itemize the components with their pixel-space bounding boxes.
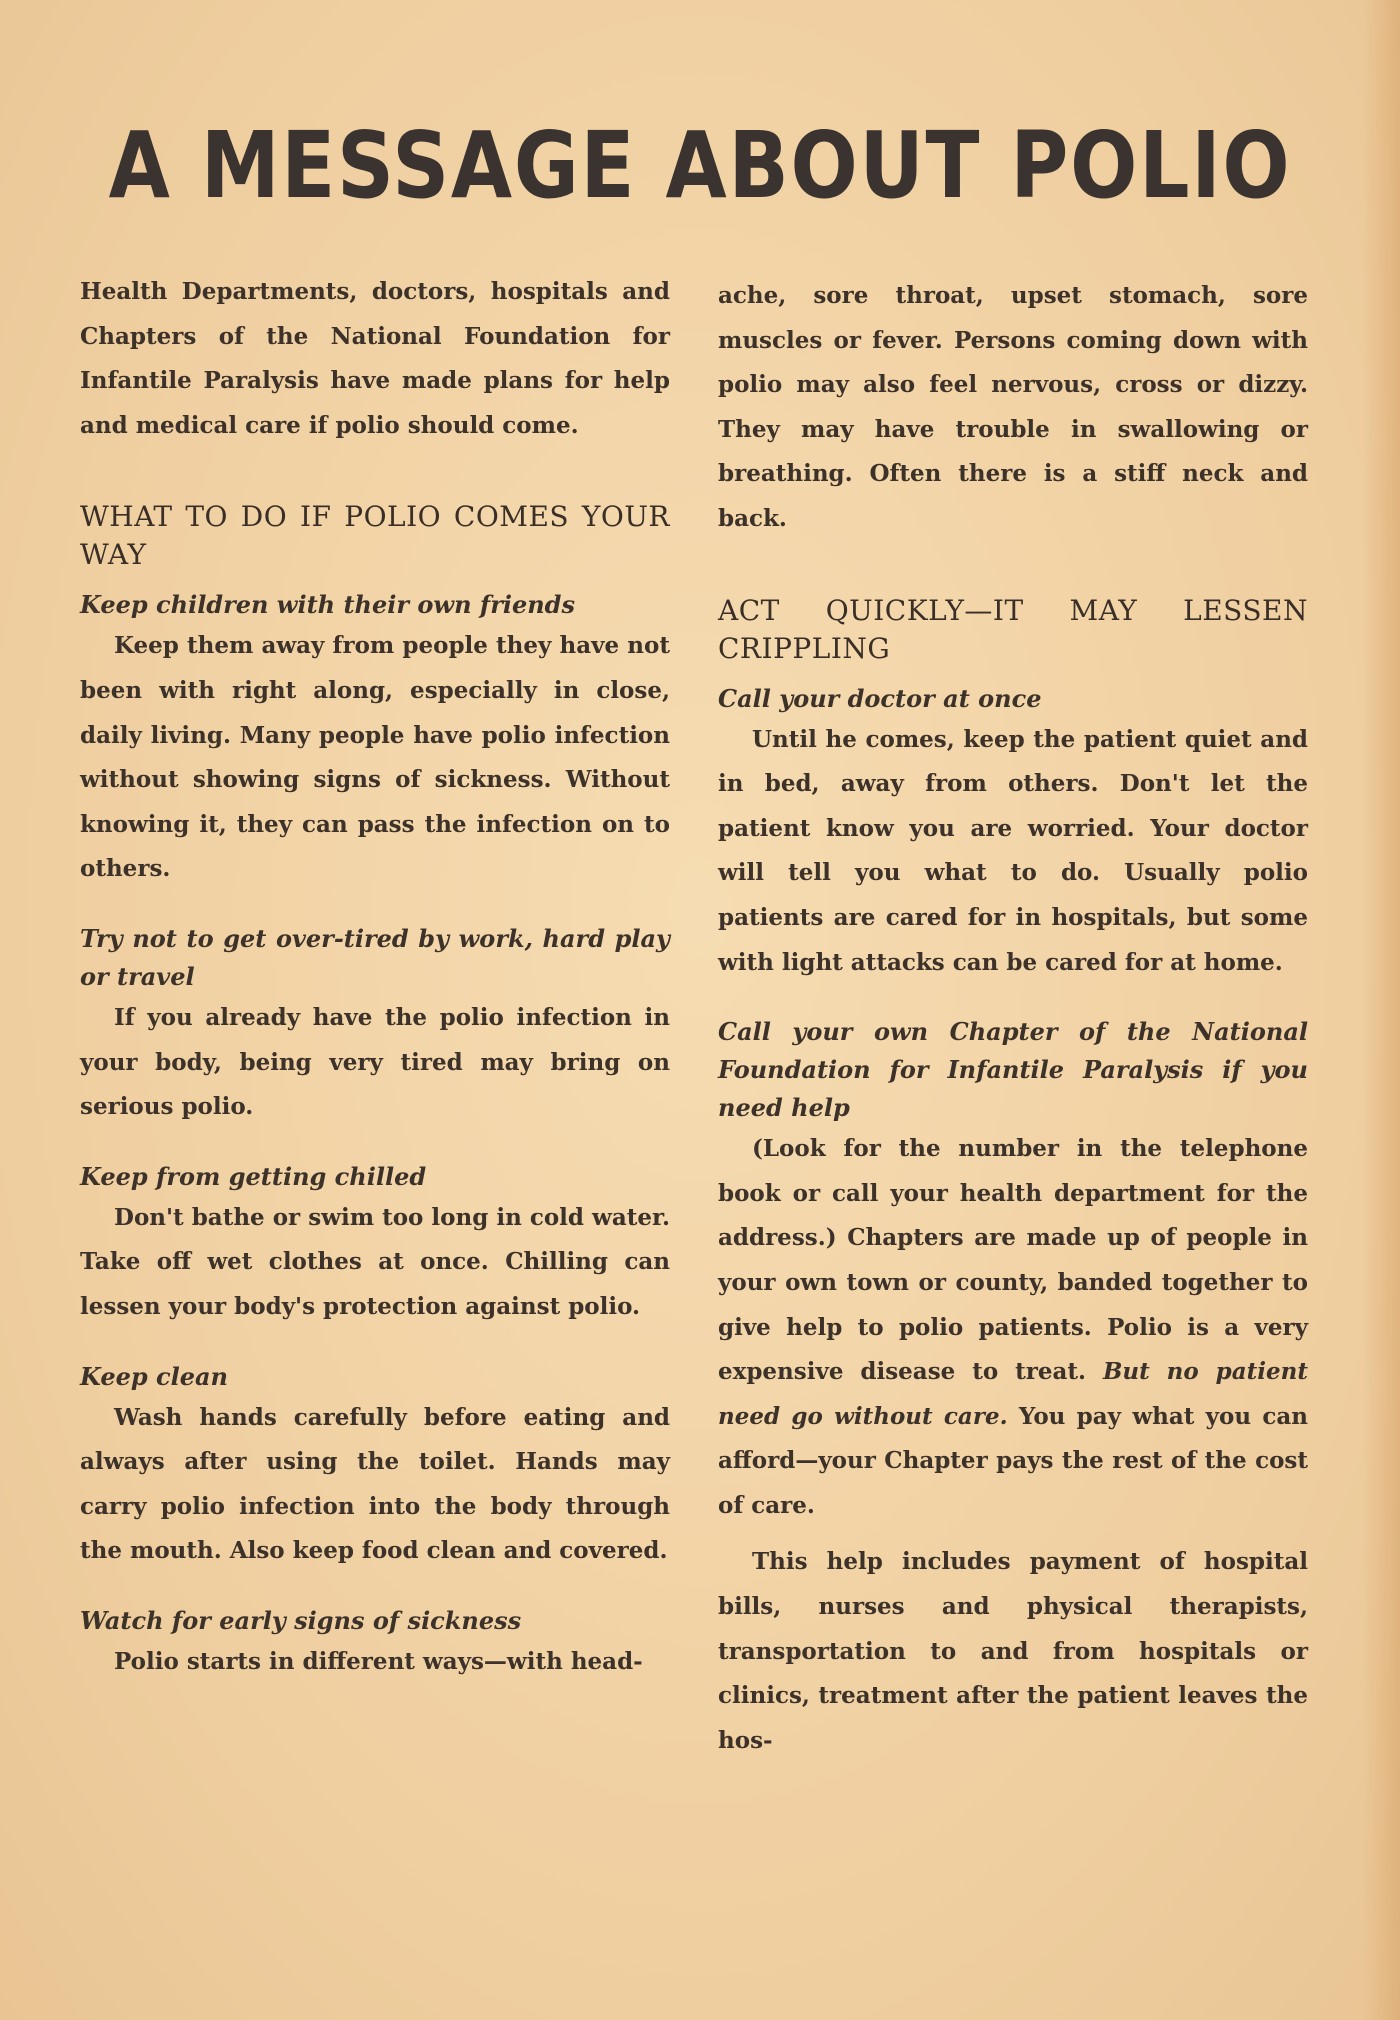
subheading-over-tired: Try not to get over-tired by work, hard play or travel [80, 923, 670, 991]
subheading-early-signs: Watch for early signs of sickness [80, 1605, 522, 1635]
page-title: A MESSAGE ABOUT POLIO [108, 112, 1292, 219]
subheading-call-doctor: Call your doctor at once [718, 683, 1042, 713]
section-heading-act-quickly: ACT QUICKLY—IT MAY LESSEN CRIPPLING [718, 593, 1308, 665]
paragraph-call-chapter [718, 1127, 1308, 1528]
left-column [80, 270, 670, 1684]
paragraph-over-tired: If you already have the polio infection in your body, being very tired may bring on serious polio. [80, 1003, 670, 1121]
subheading-keep-clean: Keep clean [80, 1361, 229, 1391]
page-edge-shadow [1362, 0, 1400, 2020]
paragraph-help-includes: This help includes payment of hospital bills, nurses and physical therapists, transportation to and from hospitals or clinics, treatment after the patient leaves the hos- [718, 1548, 1308, 1754]
chapter-text-emphasis: But no patient need go without care. [718, 1358, 1308, 1430]
paragraph-chilled: Don't bathe or swim too long in cold water. Take off wet clothes at once. Chilling can lessen your body's protection against polio. [80, 1203, 670, 1320]
paragraph-early-signs: Polio starts in different ways—with head- [114, 1647, 643, 1675]
chapter-text-after: You pay what you can afford—your Chapter pays the rest of the cost of care. [718, 1402, 1308, 1519]
chapter-text-before: (Look for the number in the telephone book or call your health department for the address.) Chapters are made up of people in your own town or county, banded together to give help to polio patients. Polio is a very expensive disease to treat. [718, 1135, 1308, 1386]
section-heading-what-to-do: WHAT TO DO IF POLIO COMES YOUR WAY [80, 500, 670, 572]
right-column [718, 274, 1308, 1763]
subheading-call-chapter: Call your own Chapter of the National Foundation for Infantile Paralysis if you need help [718, 1017, 1308, 1123]
intro-paragraph: Health Departments, doctors, hospitals and Chapters of the National Foundation for Infantile Paralysis have made plans for help and medical care if polio should come. [80, 278, 670, 439]
subheading-keep-children: Keep children with their own friends [80, 590, 575, 620]
paragraph-keep-clean: Wash hands carefully before eating and always after using the toilet. Hands may carry polio infection into the body through the mouth. Also keep food clean and covered. [80, 1403, 670, 1565]
paragraph-keep-children: Keep them away from people they have not been with right along, especially in close, daily living. Many people have polio infection without showing signs of sickness. Without knowing it, they can pass the infection on to others. [80, 632, 670, 883]
continuation-paragraph: ache, sore throat, upset stomach, sore muscles or fever. Persons coming down with polio may also feel nervous, cross or dizzy. They may have trouble in swallowing or breathing. Often there is a stiff neck and back. [718, 282, 1308, 532]
subheading-chilled: Keep from getting chilled [80, 1161, 427, 1191]
paragraph-call-doctor: Until he comes, keep the patient quiet and in bed, away from others. Don't let the patient know you are worried. Your doctor will tell you what to do. Usually polio patients are cared for in hospitals, but some with light attacks can be cared for at home. [718, 725, 1308, 976]
